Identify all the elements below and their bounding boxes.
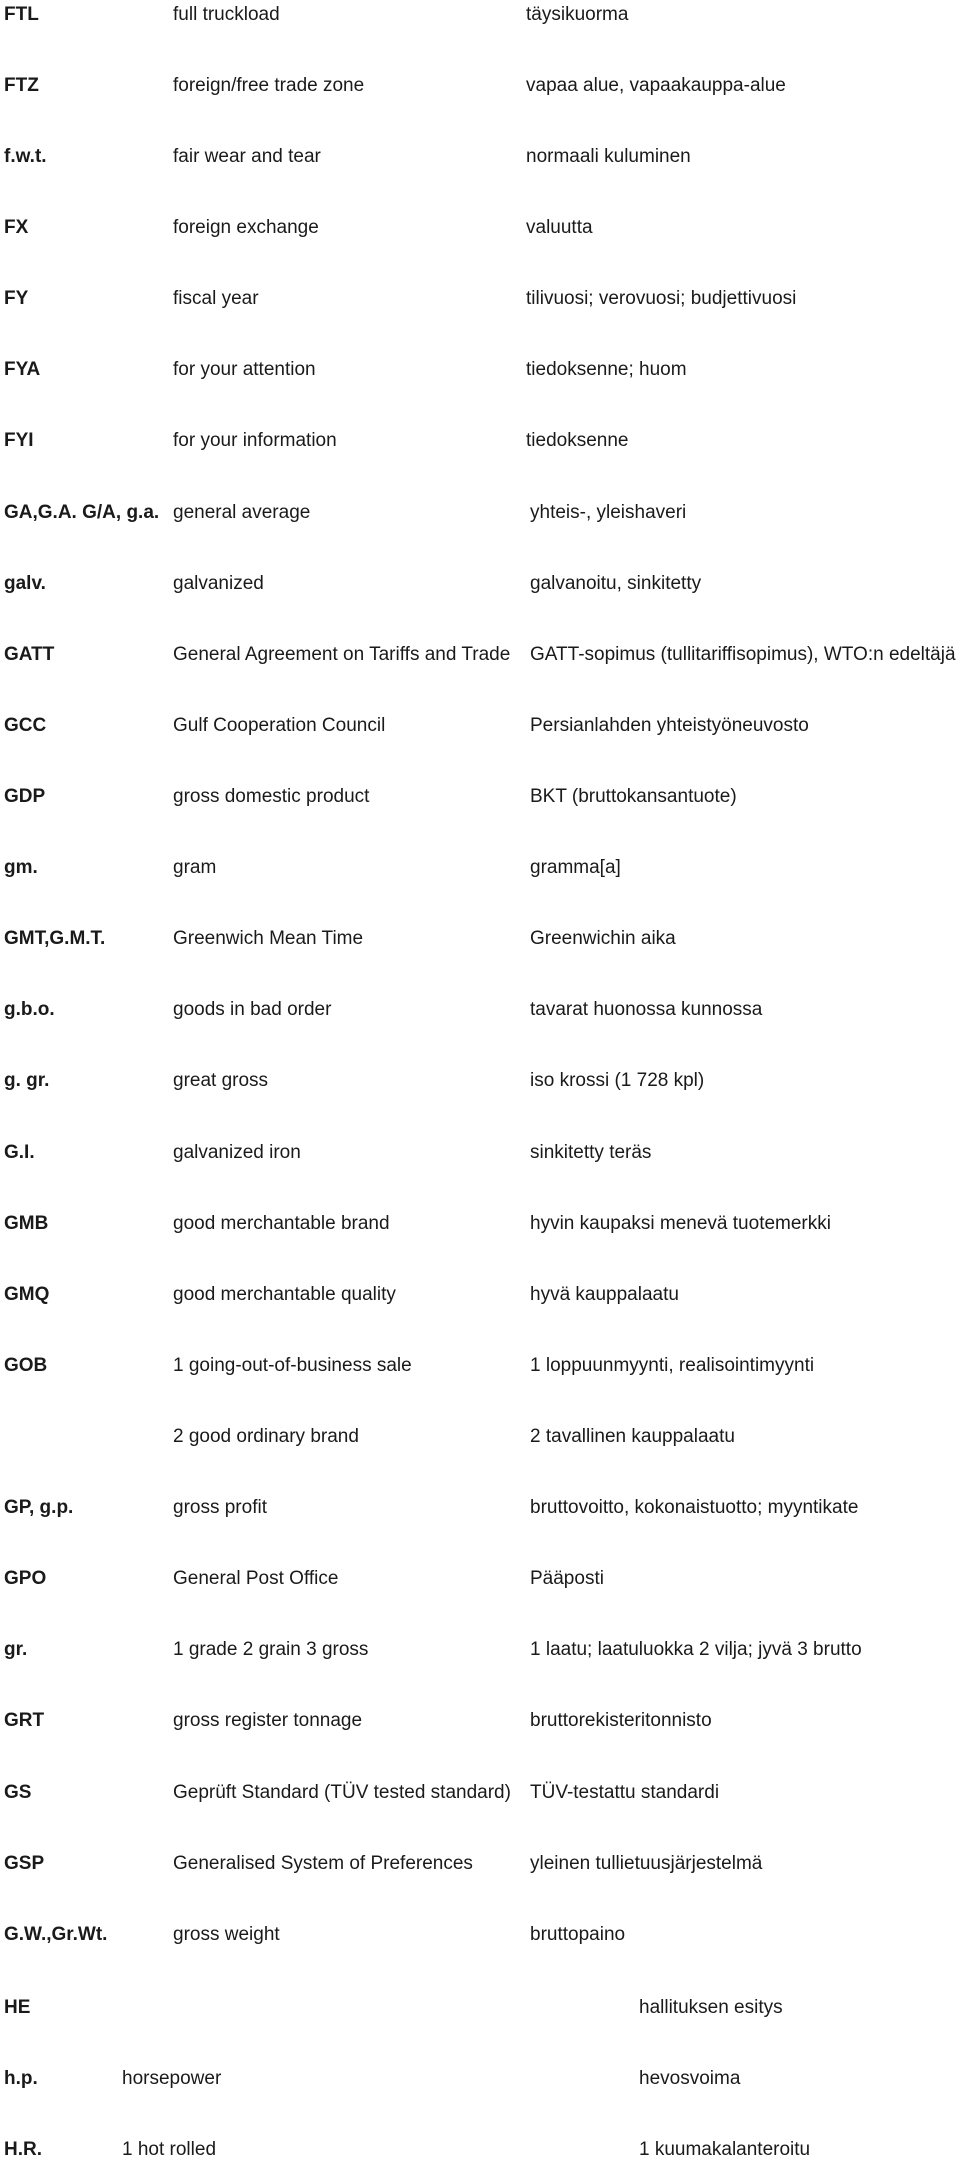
glossary-entry <box>0 853 960 883</box>
finnish-term: hyvin kaupaksi menevä tuotemerkki <box>530 1213 831 1234</box>
finnish-term: hevosvoima <box>639 2068 741 2089</box>
finnish-term: tiedoksenne; huom <box>526 359 687 380</box>
abbreviation: GS <box>4 1782 32 1803</box>
english-term: galvanized <box>173 573 264 594</box>
english-term: fair wear and tear <box>173 146 321 167</box>
glossary-entry <box>0 0 960 30</box>
abbreviation: gm. <box>4 857 38 878</box>
glossary-entry <box>0 2135 960 2165</box>
abbreviation: GDP <box>4 786 46 807</box>
english-term: 1 going-out-of-business sale <box>173 1355 412 1376</box>
english-term: galvanized iron <box>173 1142 301 1163</box>
glossary-entry <box>0 569 960 599</box>
finnish-term: GATT-sopimus (tullitariffisopimus), WTO:n edeltäjä <box>530 644 956 665</box>
glossary-entry <box>0 1706 960 1736</box>
finnish-term: 1 kuumakalanteroitu <box>639 2139 811 2160</box>
abbreviation: GA,G.A. G/A, g.a. <box>4 502 160 523</box>
english-term: horsepower <box>122 2068 222 2089</box>
glossary-entry <box>0 1138 960 1168</box>
english-term: Greenwich Mean Time <box>173 928 364 949</box>
finnish-term: 2 tavallinen kauppalaatu <box>530 1426 735 1447</box>
abbreviation: G.W.,Gr.Wt. <box>4 1924 108 1945</box>
finnish-term: 1 laatu; laatuluokka 2 vilja; jyvä 3 brutto <box>530 1639 862 1660</box>
glossary-entry <box>0 1849 960 1879</box>
glossary-entry <box>0 426 960 456</box>
abbreviation: galv. <box>4 573 46 594</box>
finnish-term: tilivuosi; verovuosi; budjettivuosi <box>526 288 797 309</box>
english-term: good merchantable brand <box>173 1213 390 1234</box>
finnish-term: Pääposti <box>530 1568 604 1589</box>
glossary-entry <box>0 782 960 812</box>
glossary-entry <box>0 355 960 385</box>
finnish-term: gramma[a] <box>530 857 621 878</box>
finnish-term: vapaa alue, vapaakauppa-alue <box>526 75 786 96</box>
abbreviation: GATT <box>4 644 55 665</box>
finnish-term: iso krossi (1 728 kpl) <box>530 1070 705 1091</box>
english-term: full truckload <box>173 4 280 25</box>
glossary-entry <box>0 1280 960 1310</box>
abbreviation: g. gr. <box>4 1070 50 1091</box>
abbreviation: gr. <box>4 1639 28 1660</box>
english-term: Generalised System of Preferences <box>173 1853 473 1874</box>
finnish-term: hyvä kauppalaatu <box>530 1284 679 1305</box>
finnish-term: sinkitetty teräs <box>530 1142 652 1163</box>
english-term: gross register tonnage <box>173 1710 363 1731</box>
abbreviation: GMT,G.M.T. <box>4 928 106 949</box>
english-term: Gulf Cooperation Council <box>173 715 386 736</box>
glossary-entry <box>0 640 960 670</box>
finnish-term: TÜV-testattu standardi <box>530 1782 720 1803</box>
abbreviation: GSP <box>4 1853 45 1874</box>
glossary-entry <box>0 1993 960 2023</box>
english-term: gross domestic product <box>173 786 370 807</box>
abbreviation: FX <box>4 217 29 238</box>
english-term: foreign/free trade zone <box>173 75 365 96</box>
glossary-entry <box>0 1564 960 1594</box>
english-term: goods in bad order <box>173 999 332 1020</box>
glossary-entry <box>0 1635 960 1665</box>
finnish-term: tiedoksenne <box>526 430 629 451</box>
abbreviation: GOB <box>4 1355 48 1376</box>
glossary-entry <box>0 71 960 101</box>
glossary-entry <box>0 2064 960 2094</box>
abbreviation: FTL <box>4 4 39 25</box>
english-term: great gross <box>173 1070 269 1091</box>
english-term: General Agreement on Tariffs and Trade <box>173 644 511 665</box>
finnish-term: 1 loppuunmyynti, realisointimyynti <box>530 1355 815 1376</box>
glossary-entry <box>0 142 960 172</box>
abbreviation: GPO <box>4 1568 47 1589</box>
finnish-term: valuutta <box>526 217 593 238</box>
glossary-entry <box>0 1066 960 1096</box>
english-term: Geprüft Standard (TÜV tested standard) <box>173 1782 511 1803</box>
finnish-term: BKT (bruttokansantuote) <box>530 786 737 807</box>
abbreviation: h.p. <box>4 2068 38 2089</box>
finnish-term: yleinen tullietuusjärjestelmä <box>530 1853 763 1874</box>
english-term: general average <box>173 502 311 523</box>
glossary-entry <box>0 1493 960 1523</box>
english-term: 2 good ordinary brand <box>173 1426 359 1447</box>
finnish-term: galvanoitu, sinkitetty <box>530 573 702 594</box>
english-term: fiscal year <box>173 288 259 309</box>
glossary-entry <box>0 213 960 243</box>
glossary-entry <box>0 498 960 528</box>
finnish-term: Persianlahden yhteistyöneuvosto <box>530 715 809 736</box>
abbreviation: GMQ <box>4 1284 50 1305</box>
finnish-term: tavarat huonossa kunnossa <box>530 999 763 1020</box>
finnish-term: Greenwichin aika <box>530 928 676 949</box>
glossary-entry <box>0 1778 960 1808</box>
glossary-entry <box>0 1209 960 1239</box>
abbreviation: FY <box>4 288 29 309</box>
finnish-term: bruttopaino <box>530 1924 626 1945</box>
glossary-entry <box>0 284 960 314</box>
english-term: for your information <box>173 430 337 451</box>
english-term: gross weight <box>173 1924 280 1945</box>
english-term: gram <box>173 857 217 878</box>
abbreviation: GCC <box>4 715 47 736</box>
abbreviation: GP, g.p. <box>4 1497 74 1518</box>
finnish-term: täysikuorma <box>526 4 629 25</box>
glossary-entry <box>0 1422 960 1452</box>
english-term: good merchantable quality <box>173 1284 396 1305</box>
english-term: 1 grade 2 grain 3 gross <box>173 1639 369 1660</box>
glossary-entry <box>0 1920 960 1950</box>
abbreviation: GMB <box>4 1213 49 1234</box>
finnish-term: yhteis-, yleishaveri <box>530 502 687 523</box>
glossary-entry <box>0 1351 960 1381</box>
abbreviation: g.b.o. <box>4 999 55 1020</box>
english-term: 1 hot rolled <box>122 2139 217 2160</box>
abbreviation: G.I. <box>4 1142 35 1163</box>
abbreviation: H.R. <box>4 2139 42 2160</box>
abbreviation: HE <box>4 1997 31 2018</box>
abbreviation: f.w.t. <box>4 146 47 167</box>
abbreviation: GRT <box>4 1710 45 1731</box>
abbreviation: FTZ <box>4 75 39 96</box>
glossary-entry <box>0 924 960 954</box>
abbreviation: FYA <box>4 359 41 380</box>
finnish-term: normaali kuluminen <box>526 146 691 167</box>
english-term: for your attention <box>173 359 316 380</box>
english-term: General Post Office <box>173 1568 339 1589</box>
abbreviation: FYI <box>4 430 34 451</box>
english-term: gross profit <box>173 1497 267 1518</box>
finnish-term: bruttovoitto, kokonaistuotto; myyntikate <box>530 1497 859 1518</box>
english-term: foreign exchange <box>173 217 319 238</box>
finnish-term: bruttorekisteritonnisto <box>530 1710 712 1731</box>
glossary-entry <box>0 995 960 1025</box>
finnish-term: hallituksen esitys <box>639 1997 783 2018</box>
glossary-entry <box>0 711 960 741</box>
